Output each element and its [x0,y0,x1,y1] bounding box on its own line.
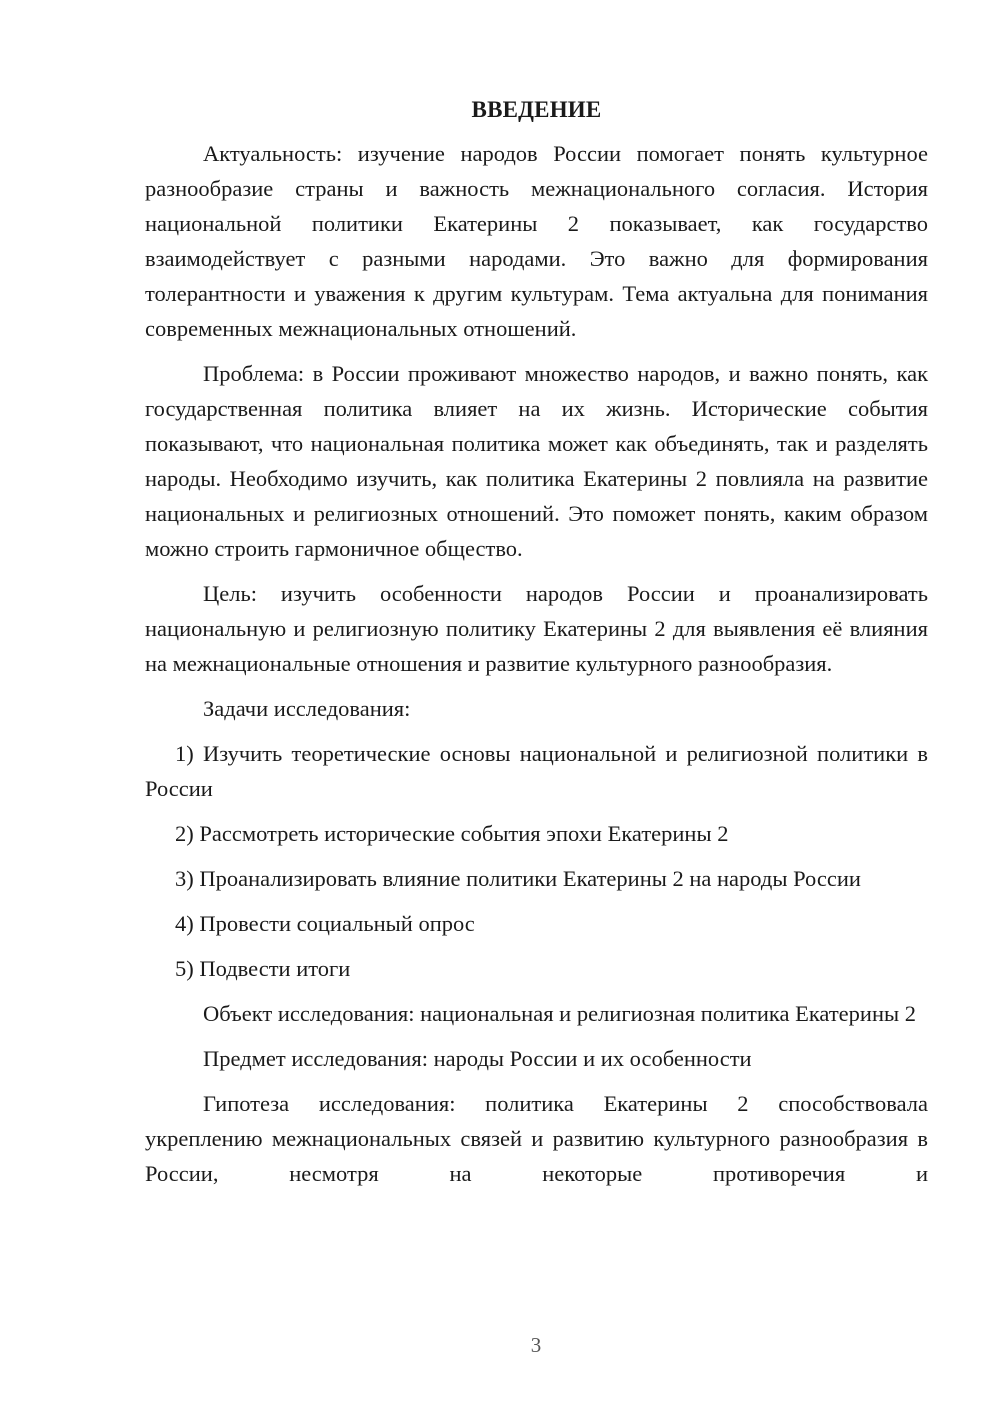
hypothesis-paragraph: Гипотеза исследования: политика Екатерины 2 способствовала укреплению межнациональных связей и развитию культурного разнообразия в России, несмотря на некоторые противоречия и [145,1091,928,1186]
task-item: 1) Изучить теоретические основы национальной и религиозной политики в России [145,741,928,801]
task-item: 2) Рассмотреть исторические события эпохи Екатерины 2 [175,821,729,846]
document-page [145,90,928,1201]
tasks-heading: Задачи исследования: [203,696,411,721]
goal-paragraph: Цель: изучить особенности народов России и проанализировать национальную и религиозную политику Екатерины 2 для выявления её влияния на межнациональные отношения и развитие культурного разнообразия. [145,581,928,676]
subject-paragraph: Предмет исследования: народы России и их особенности [203,1046,752,1071]
task-item: 3) Проанализировать влияние политики Екатерины 2 на народы России [175,866,861,891]
relevance-paragraph: Актуальность: изучение народов России помогает понять культурное разнообразие страны и важность межнационального согласия. История национальной политики Екатерины 2 показывает, как государство взаимодействует с разными народами. Это важно для формирования толерантности и уважения к другим культурам. Тема актуальна для понимания современных межнациональных отношений. [145,141,928,341]
problem-paragraph: Проблема: в России проживают множество народов, и важно понять, как государственная политика влияет на их жизнь. Исторические события показывают, что национальная политика может как объединять, так и разделять народы. Необходимо изучить, как политика Екатерины 2 повлияла на развитие национальных и религиозных отношений. Это поможет понять, каким образом можно строить гармоничное общество. [145,361,928,561]
object-paragraph: Объект исследования: национальная и религиозная политика Екатерины 2 [203,1001,916,1026]
task-item: 4) Провести социальный опрос [175,911,475,936]
task-item: 5) Подвести итоги [175,956,351,981]
section-heading: ВВЕДЕНИЕ [471,97,602,122]
page-number: 3 [530,1333,542,1357]
